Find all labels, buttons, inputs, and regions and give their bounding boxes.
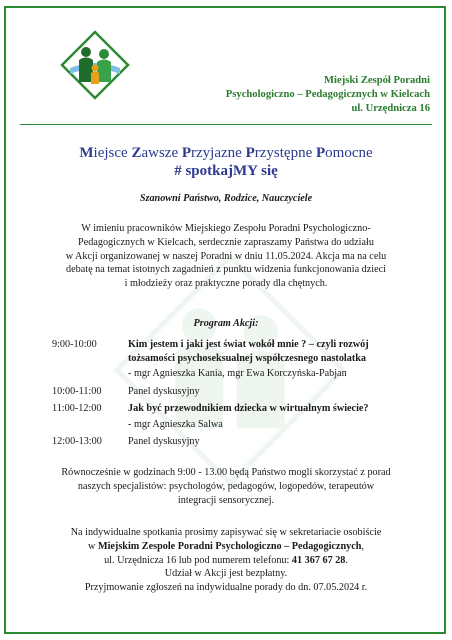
schedule-row xyxy=(52,402,422,431)
program-title: Program Akcji: xyxy=(193,318,259,329)
schedule-speakers: - mgr Agnieszka Kania, mgr Ewa Korczyńska-Pabjan xyxy=(128,368,347,379)
organization-address xyxy=(170,74,430,116)
schedule-topic: Kim jestem i jaki jest świat wokół mnie ? – czyli rozwój xyxy=(128,339,369,350)
schedule-speakers: - mgr Agnieszka Salwa xyxy=(128,418,223,430)
page-title xyxy=(0,144,452,180)
intro-paragraph: W imieniu pracowników Miejskiego Zespołu Poradni Psychologiczno- Pedagogicznych w Kielcach, serdecznie zapraszamy Państwa do udziału w Akcji organizowanej w naszej Poradni w dniu 11.05.2024. Akcja ma na celu debatę na temat istotnych zagadnień z punktu widzenia funkcjonowania dzieci i młodzieży oraz praktyczne porady dla chętnych. xyxy=(65,223,387,290)
org-line: Psychologiczno – Pedagogicznych w Kielcach xyxy=(225,89,430,100)
schedule-row xyxy=(52,435,422,449)
schedule-topic: tożsamości psychoseksualnej współczesnego nastolatka xyxy=(128,352,366,364)
salutation: Szanowni Państwo, Rodzice, Nauczyciele xyxy=(139,193,313,204)
title-line-1: Miejsce Zawsze Przyjazne Przystępne Pomocne xyxy=(79,145,373,161)
logo-icon xyxy=(60,30,130,100)
contact-info: Na indywidualne spotkania prosimy zapisywać się w sekretariacie osobiście w Miejskim Zespole Poradni Psychologiczno – Pedagogicznych, ul. Urzędnicza 16 lub pod numerem telefonu: 41 367 67 28. Udział w Akcji jest bezpłatny. Przyjmowanie zgłoszeń na indywidualne porady do dn. 07.05.2024 r. xyxy=(70,527,382,594)
clinic-name: Miejskim Zespole Poradni Psychologiczno – Pedagogicznych xyxy=(97,540,362,552)
schedule xyxy=(52,338,422,449)
schedule-row xyxy=(52,338,422,381)
schedule-time: 12:00-13:00 xyxy=(52,436,102,447)
org-line: ul. Urzędnicza 16 xyxy=(351,103,430,114)
schedule-topic: Panel dyskusyjny xyxy=(128,436,200,447)
parallel-consultations: Równocześnie w godzinach 9:00 - 13.00 będą Państwo mogli skorzystać z porad naszych specjalistów: psychologów, pedagogów, logopedów, terapeutów integracji sensorycznej. xyxy=(61,467,391,506)
schedule-topic: Panel dyskusyjny xyxy=(128,385,200,397)
title-hashtag: # spotkajMY się xyxy=(174,163,278,179)
phone-number: 41 367 67 28 xyxy=(291,554,346,566)
schedule-topic: Jak być przewodnikiem dziecka w wirtualnym świecie? xyxy=(128,403,369,414)
schedule-time: 10:00-11:00 xyxy=(52,385,102,397)
schedule-row xyxy=(52,385,422,399)
schedule-time: 9:00-10:00 xyxy=(52,339,97,350)
org-line: Miejski Zespół Poradni xyxy=(324,75,430,86)
header-divider xyxy=(20,124,432,125)
schedule-time: 11:00-12:00 xyxy=(52,403,102,414)
